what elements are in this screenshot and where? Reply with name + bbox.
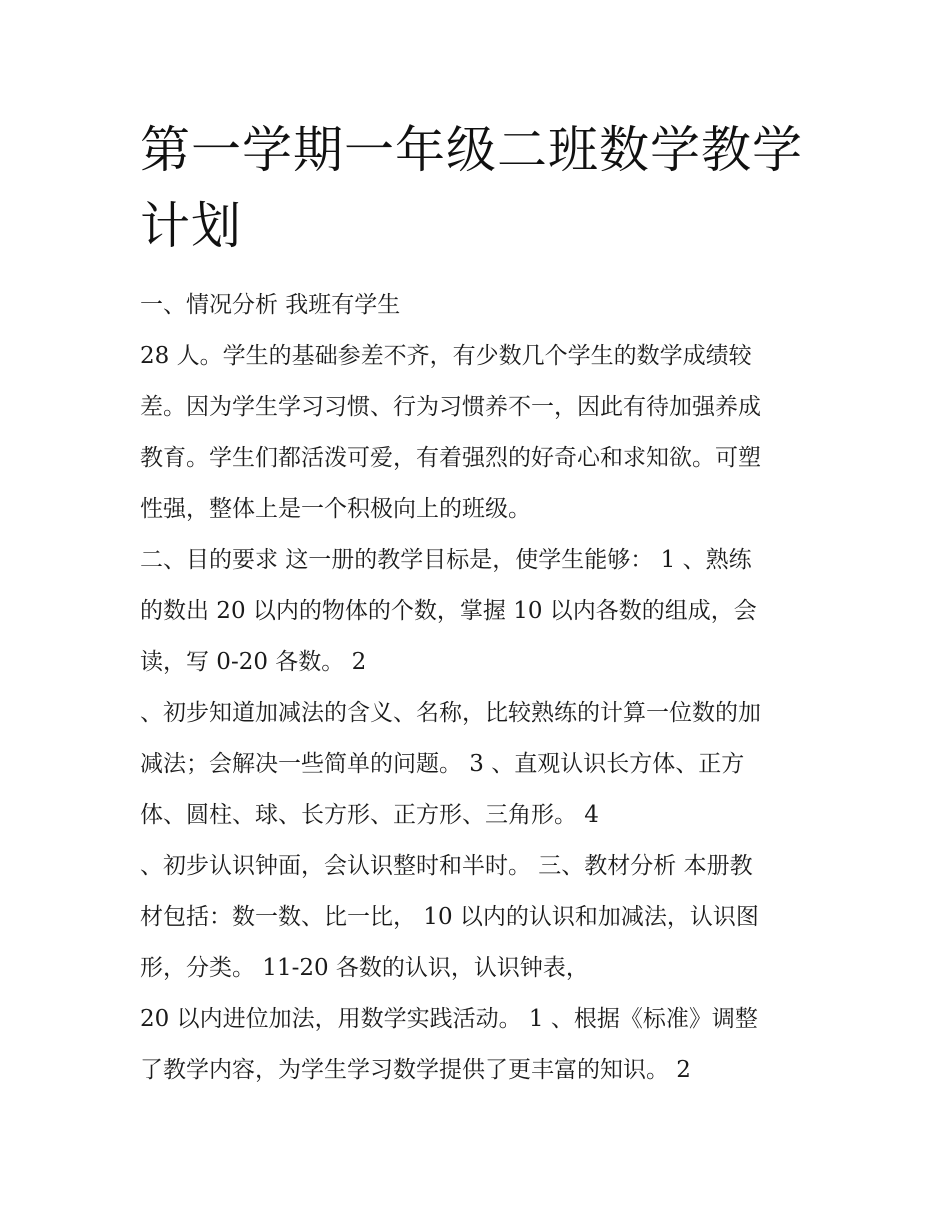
title-line: 第一学期一年级二班数学教学 — [140, 121, 803, 179]
body-line: 教育。学生们都活泼可爱，有着强烈的好奇心和求知欲。可塑 — [140, 445, 761, 471]
body-line: 一、情况分析 我班有学生 — [140, 292, 401, 318]
body-line: 、初步知道加减法的含义、名称，比较熟练的计算一位数的加 — [140, 700, 761, 726]
body-line: 差。因为学生学习习惯、行为习惯养不一，因此有待加强养成 — [140, 394, 761, 420]
body-line: 体、圆柱、球、长方形、正方形、三角形。 4 — [140, 802, 599, 828]
body-line: 材包括：数一数、比一比， 10 以内的认识和加减法，认识图 — [140, 904, 759, 930]
body-line: 读，写 0-20 各数。 2 — [140, 649, 367, 675]
document-body — [140, 280, 830, 1096]
body-line: 了教学内容，为学生学习数学提供了更丰富的知识。 2 — [140, 1057, 691, 1083]
body-line: 20 以内进位加法，用数学实践活动。 1 、根据《标准》调整 — [140, 1006, 758, 1032]
body-line: 、初步认识钟面，会认识整时和半时。 三、教材分析 本册教 — [140, 853, 753, 879]
body-line: 形，分类。 11-20 各数的认识，认识钟表， — [140, 955, 589, 981]
body-line: 的数出 20 以内的物体的个数，掌握 10 以内各数的组成，会 — [140, 598, 757, 624]
body-line: 二、目的要求 这一册的教学目标是，使学生能够： 1 、熟练 — [140, 547, 752, 573]
body-line: 28 人。学生的基础参差不齐，有少数几个学生的数学成绩较 — [140, 343, 752, 369]
title-line: 计划 — [140, 197, 242, 255]
body-line: 性强，整体上是一个积极向上的班级。 — [140, 496, 531, 522]
body-line: 减法；会解决一些简单的问题。 3 、直观认识长方体、正方 — [140, 751, 745, 777]
document-title — [140, 112, 820, 264]
